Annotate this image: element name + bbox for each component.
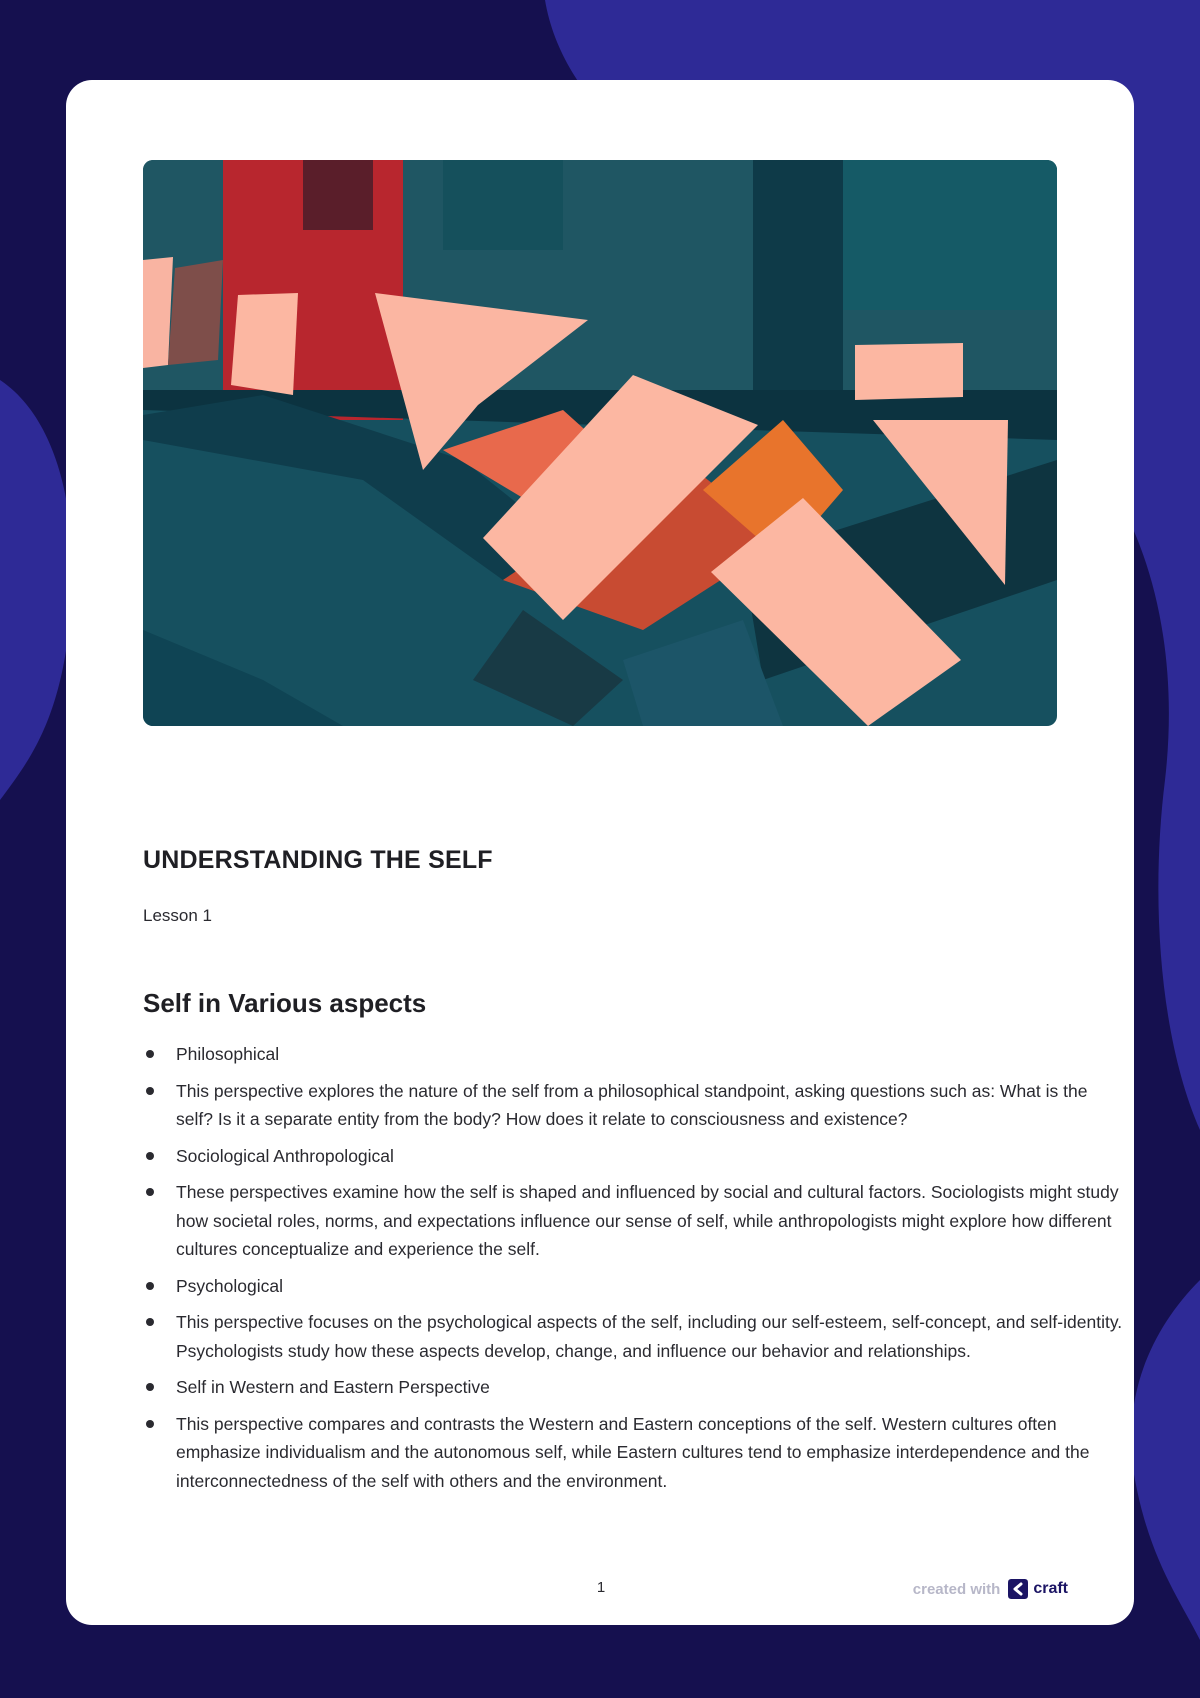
badge-brand-text: craft <box>1033 1580 1068 1597</box>
list-item <box>143 1040 1123 1069</box>
list-item-text: This perspective focuses on the psychological aspects of the self, including our self-esteem, self-concept, and self-identity. Psychologists study how these aspects develop, change, and influence our behavior and relationships. <box>176 1312 1123 1361</box>
list-item-text: Philosophical <box>176 1044 280 1064</box>
list-item-text: Sociological Anthropological <box>176 1145 394 1166</box>
document-card <box>66 80 1134 1625</box>
list-item-text: This perspective explores the nature of the self from a philosophical standpoint, asking questions such as: What is the self? Is it a separate entity from the body? How does it relate to consciousness and existence? <box>176 1080 1088 1129</box>
list-item <box>143 1410 1123 1496</box>
list-item <box>143 1142 1123 1171</box>
list-item <box>143 1077 1123 1134</box>
lesson-label: Lesson 1 <box>143 906 212 925</box>
list-item <box>143 1308 1123 1365</box>
bullet-icon <box>146 1087 154 1095</box>
list-item-text: These perspectives examine how the self is shaped and influenced by social and cultural factors. Sociologists might study how societal roles, norms, and expectations influence our sense of self, while anthropologists might explore how different cultures conceptualize and experience the self. <box>176 1182 1119 1259</box>
list-item-text: This perspective compares and contrasts the Western and Eastern conceptions of the self. Western cultures often emphasize individualism and the autonomous self, while Eastern cultures tend to emphasize interdependence and the interconnectedness of the self with others and the environment. <box>176 1413 1090 1491</box>
bullet-icon <box>146 1282 154 1290</box>
bullet-icon <box>146 1318 154 1326</box>
list-item <box>143 1373 1123 1402</box>
bullet-icon <box>146 1152 154 1160</box>
abstract-3d-shapes-image <box>143 160 1057 726</box>
list-item <box>143 1178 1123 1264</box>
bullet-icon <box>146 1420 154 1428</box>
bullet-icon <box>146 1188 154 1196</box>
badge-prefix-text: created with <box>912 1580 1001 1598</box>
document-title: UNDERSTANDING THE SELF <box>143 846 493 874</box>
bullet-icon <box>146 1383 154 1391</box>
list-item-text: Psychological <box>176 1275 283 1296</box>
created-with-craft-badge[interactable] <box>913 1577 1068 1601</box>
bullet-list <box>143 1040 1123 1503</box>
hero-image <box>143 160 1057 726</box>
page-number: 1 <box>596 1579 606 1596</box>
craft-logo-icon <box>1006 1577 1030 1601</box>
bullet-icon <box>146 1050 154 1058</box>
list-item <box>143 1272 1123 1301</box>
list-item-text: Self in Western and Eastern Perspective <box>176 1377 490 1397</box>
section-heading: Self in Various aspects <box>143 988 427 1018</box>
